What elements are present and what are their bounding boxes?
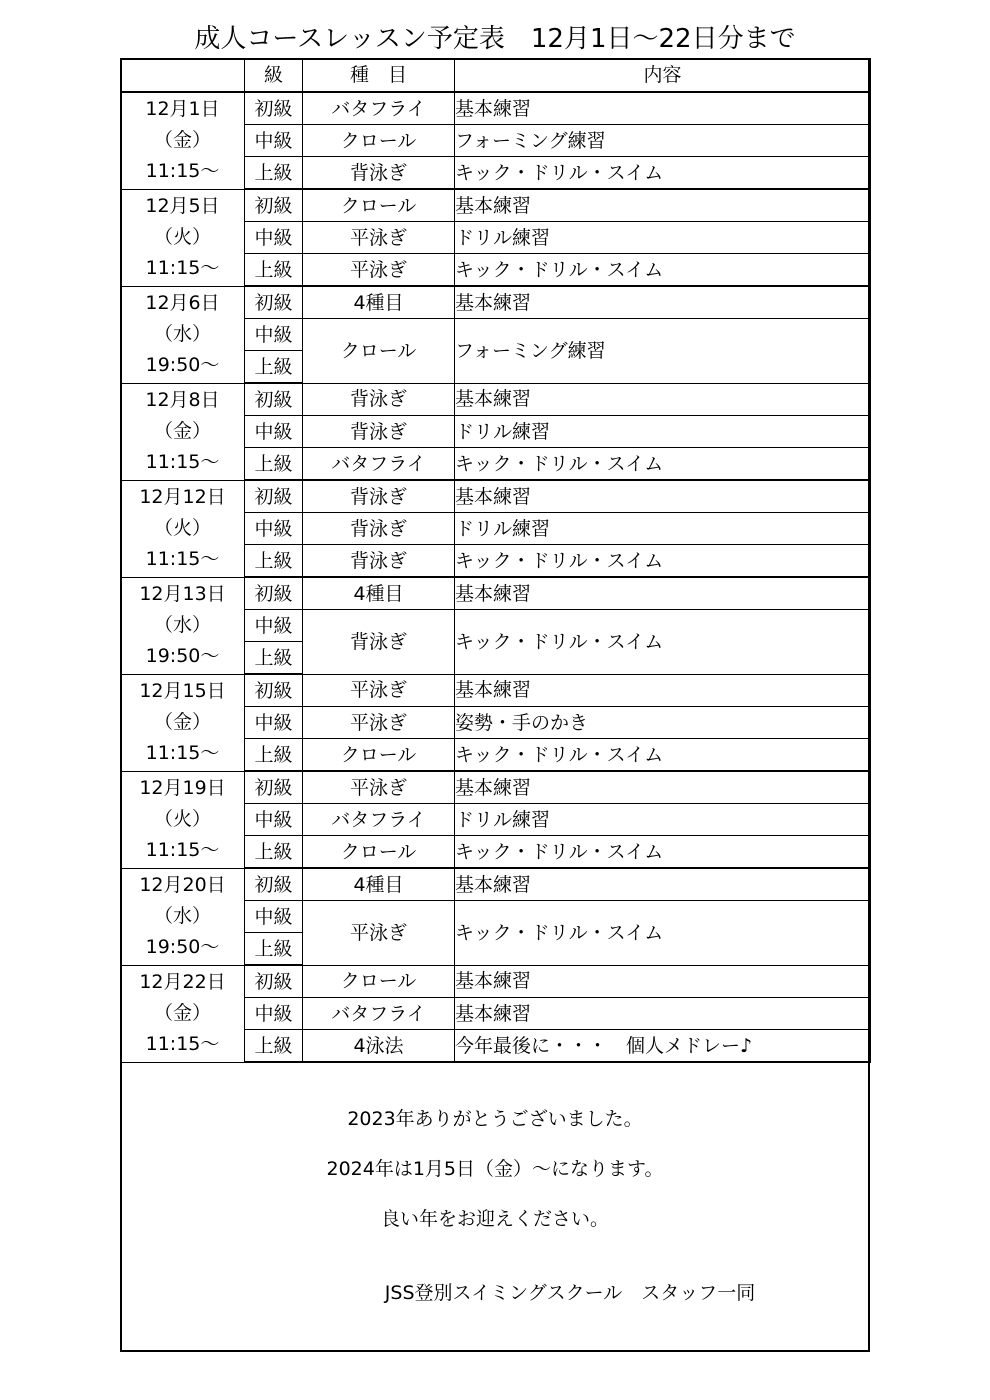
table-row — [121, 92, 871, 125]
table-row — [121, 189, 871, 222]
level-cell: 上級 — [245, 1030, 303, 1063]
date-date: 12月20日 — [139, 874, 226, 896]
date-date: 12月8日 — [145, 389, 220, 411]
content-cell: 基本練習 — [455, 286, 871, 319]
date-time: 11:15～ — [145, 257, 220, 279]
message-greeting: 良い年をお迎えください。 — [380, 1208, 609, 1230]
header-level: 級 — [245, 59, 303, 93]
date-date: 12月19日 — [139, 777, 226, 799]
date-cell — [121, 383, 245, 480]
level-cell: 中級 — [245, 998, 303, 1030]
stroke-cell: クロール — [303, 739, 455, 772]
content-cell: 基本練習 — [455, 868, 871, 901]
header-row — [121, 59, 871, 93]
stroke-cell: 平泳ぎ — [303, 222, 455, 254]
stroke-cell: 4種目 — [303, 577, 455, 610]
content-cell: 基本練習 — [455, 674, 871, 707]
header-content: 内容 — [455, 59, 871, 93]
level-cell: 初級 — [245, 674, 303, 707]
date-cell — [121, 577, 245, 674]
content-cell: 基本練習 — [455, 998, 871, 1030]
content-cell: 基本練習 — [455, 577, 871, 610]
content-cell: ドリル練習 — [455, 804, 871, 836]
stroke-cell: 背泳ぎ — [303, 545, 455, 578]
table-row — [121, 286, 871, 319]
date-weekday: （水） — [153, 323, 211, 345]
level-cell: 上級 — [245, 254, 303, 287]
date-cell — [121, 965, 245, 1062]
stroke-cell: 背泳ぎ — [303, 157, 455, 190]
date-date: 12月13日 — [139, 583, 226, 605]
stroke-cell: バタフライ — [303, 92, 455, 125]
content-cell: キック・ドリル・スイム — [455, 254, 871, 287]
stroke-cell: 背泳ぎ — [303, 610, 455, 675]
date-cell — [121, 480, 245, 577]
content-cell: 基本練習 — [455, 383, 871, 416]
date-time: 11:15～ — [145, 548, 220, 570]
table-row — [121, 868, 871, 901]
content-cell: 基本練習 — [455, 965, 871, 998]
date-weekday: （火） — [153, 517, 211, 539]
date-date: 12月15日 — [139, 680, 226, 702]
level-cell: 中級 — [245, 416, 303, 448]
header-stroke: 種 目 — [303, 59, 455, 93]
date-cell — [121, 189, 245, 286]
stroke-cell: 背泳ぎ — [303, 513, 455, 545]
date-weekday: （水） — [153, 905, 211, 927]
date-date: 12月6日 — [145, 292, 220, 314]
content-cell: 姿勢・手のかき — [455, 707, 871, 739]
date-weekday: （金） — [153, 1002, 211, 1024]
table-row — [121, 771, 871, 804]
stroke-cell: 平泳ぎ — [303, 771, 455, 804]
content-cell: キック・ドリル・スイム — [455, 448, 871, 481]
content-cell: キック・ドリル・スイム — [455, 836, 871, 869]
level-cell: 上級 — [245, 545, 303, 578]
content-cell: 基本練習 — [455, 92, 871, 125]
date-date: 12月1日 — [145, 98, 220, 121]
stroke-cell: クロール — [303, 836, 455, 869]
date-cell — [121, 868, 245, 965]
level-cell: 中級 — [245, 513, 303, 545]
level-cell: 中級 — [245, 610, 303, 642]
stroke-cell: 4泳法 — [303, 1030, 455, 1063]
table-row — [121, 383, 871, 416]
stroke-cell: 平泳ぎ — [303, 901, 455, 966]
content-cell: キック・ドリル・スイム — [455, 901, 871, 966]
date-time: 11:15～ — [145, 160, 220, 183]
level-cell: 上級 — [245, 933, 303, 966]
content-cell: フォーミング練習 — [455, 125, 871, 157]
content-cell: 基本練習 — [455, 480, 871, 513]
table-row — [121, 965, 871, 998]
date-weekday: （火） — [153, 226, 211, 248]
date-weekday: （火） — [153, 808, 211, 830]
stroke-cell: バタフライ — [303, 998, 455, 1030]
stroke-cell: クロール — [303, 189, 455, 222]
table-row — [121, 674, 871, 707]
stroke-cell: 4種目 — [303, 286, 455, 319]
date-date: 12月12日 — [139, 486, 226, 508]
level-cell: 中級 — [245, 125, 303, 157]
table-row — [121, 577, 871, 610]
content-cell: キック・ドリル・スイム — [455, 610, 871, 675]
content-cell: ドリル練習 — [455, 513, 871, 545]
stroke-cell: 平泳ぎ — [303, 707, 455, 739]
date-cell — [121, 674, 245, 771]
date-time: 19:50～ — [145, 645, 220, 667]
stroke-cell: クロール — [303, 125, 455, 157]
date-time: 19:50～ — [145, 936, 220, 958]
table-row — [121, 480, 871, 513]
level-cell: 初級 — [245, 577, 303, 610]
level-cell: 上級 — [245, 836, 303, 869]
content-cell: フォーミング練習 — [455, 319, 871, 384]
level-cell: 初級 — [245, 965, 303, 998]
level-cell: 中級 — [245, 901, 303, 933]
level-cell: 初級 — [245, 92, 303, 125]
level-cell: 中級 — [245, 222, 303, 254]
date-weekday: （金） — [153, 129, 211, 152]
level-cell: 上級 — [245, 351, 303, 384]
content-cell: 基本練習 — [455, 771, 871, 804]
content-cell: キック・ドリル・スイム — [455, 157, 871, 190]
date-time: 19:50～ — [145, 354, 220, 376]
level-cell: 中級 — [245, 804, 303, 836]
level-cell: 初級 — [245, 286, 303, 319]
stroke-cell: 背泳ぎ — [303, 480, 455, 513]
date-time: 11:15～ — [145, 1033, 220, 1055]
content-cell: キック・ドリル・スイム — [455, 545, 871, 578]
date-time: 11:15～ — [145, 742, 220, 764]
level-cell: 上級 — [245, 642, 303, 675]
level-cell: 初級 — [245, 868, 303, 901]
stroke-cell: 平泳ぎ — [303, 674, 455, 707]
stroke-cell: クロール — [303, 965, 455, 998]
message-thanks: 2023年ありがとうございました。 — [347, 1108, 643, 1130]
stroke-cell: 背泳ぎ — [303, 416, 455, 448]
schedule-table — [120, 58, 871, 1063]
date-time: 11:15～ — [145, 451, 220, 473]
level-cell: 初級 — [245, 480, 303, 513]
level-cell: 初級 — [245, 383, 303, 416]
header-date — [121, 59, 245, 93]
stroke-cell: 4種目 — [303, 868, 455, 901]
date-cell — [121, 92, 245, 189]
content-cell: 今年最後に・・・ 個人メドレー♪ — [455, 1030, 871, 1063]
level-cell: 上級 — [245, 157, 303, 190]
level-cell: 初級 — [245, 771, 303, 804]
date-cell — [121, 286, 245, 383]
level-cell: 初級 — [245, 189, 303, 222]
date-cell — [121, 771, 245, 868]
message-next-start: 2024年は1月5日（金）～になります。 — [326, 1158, 664, 1180]
date-time: 11:15～ — [145, 839, 220, 861]
date-date: 12月22日 — [139, 971, 226, 993]
stroke-cell: バタフライ — [303, 448, 455, 481]
level-cell: 上級 — [245, 448, 303, 481]
stroke-cell: バタフライ — [303, 804, 455, 836]
date-date: 12月5日 — [145, 195, 220, 217]
content-cell: 基本練習 — [455, 189, 871, 222]
message-signature: JSS登別スイミングスクール スタッフ一同 — [384, 1282, 756, 1304]
content-cell: ドリル練習 — [455, 222, 871, 254]
content-cell: ドリル練習 — [455, 416, 871, 448]
stroke-cell: 背泳ぎ — [303, 383, 455, 416]
date-weekday: （金） — [153, 711, 211, 733]
date-weekday: （金） — [153, 420, 211, 442]
schedule-body — [121, 92, 871, 1062]
page-title: 成人コースレッスン予定表 12月1日～22日分まで — [194, 24, 796, 54]
level-cell: 中級 — [245, 319, 303, 351]
level-cell: 上級 — [245, 739, 303, 772]
date-weekday: （水） — [153, 614, 211, 636]
stroke-cell: 平泳ぎ — [303, 254, 455, 287]
level-cell: 中級 — [245, 707, 303, 739]
stroke-cell: クロール — [303, 319, 455, 384]
content-cell: キック・ドリル・スイム — [455, 739, 871, 772]
